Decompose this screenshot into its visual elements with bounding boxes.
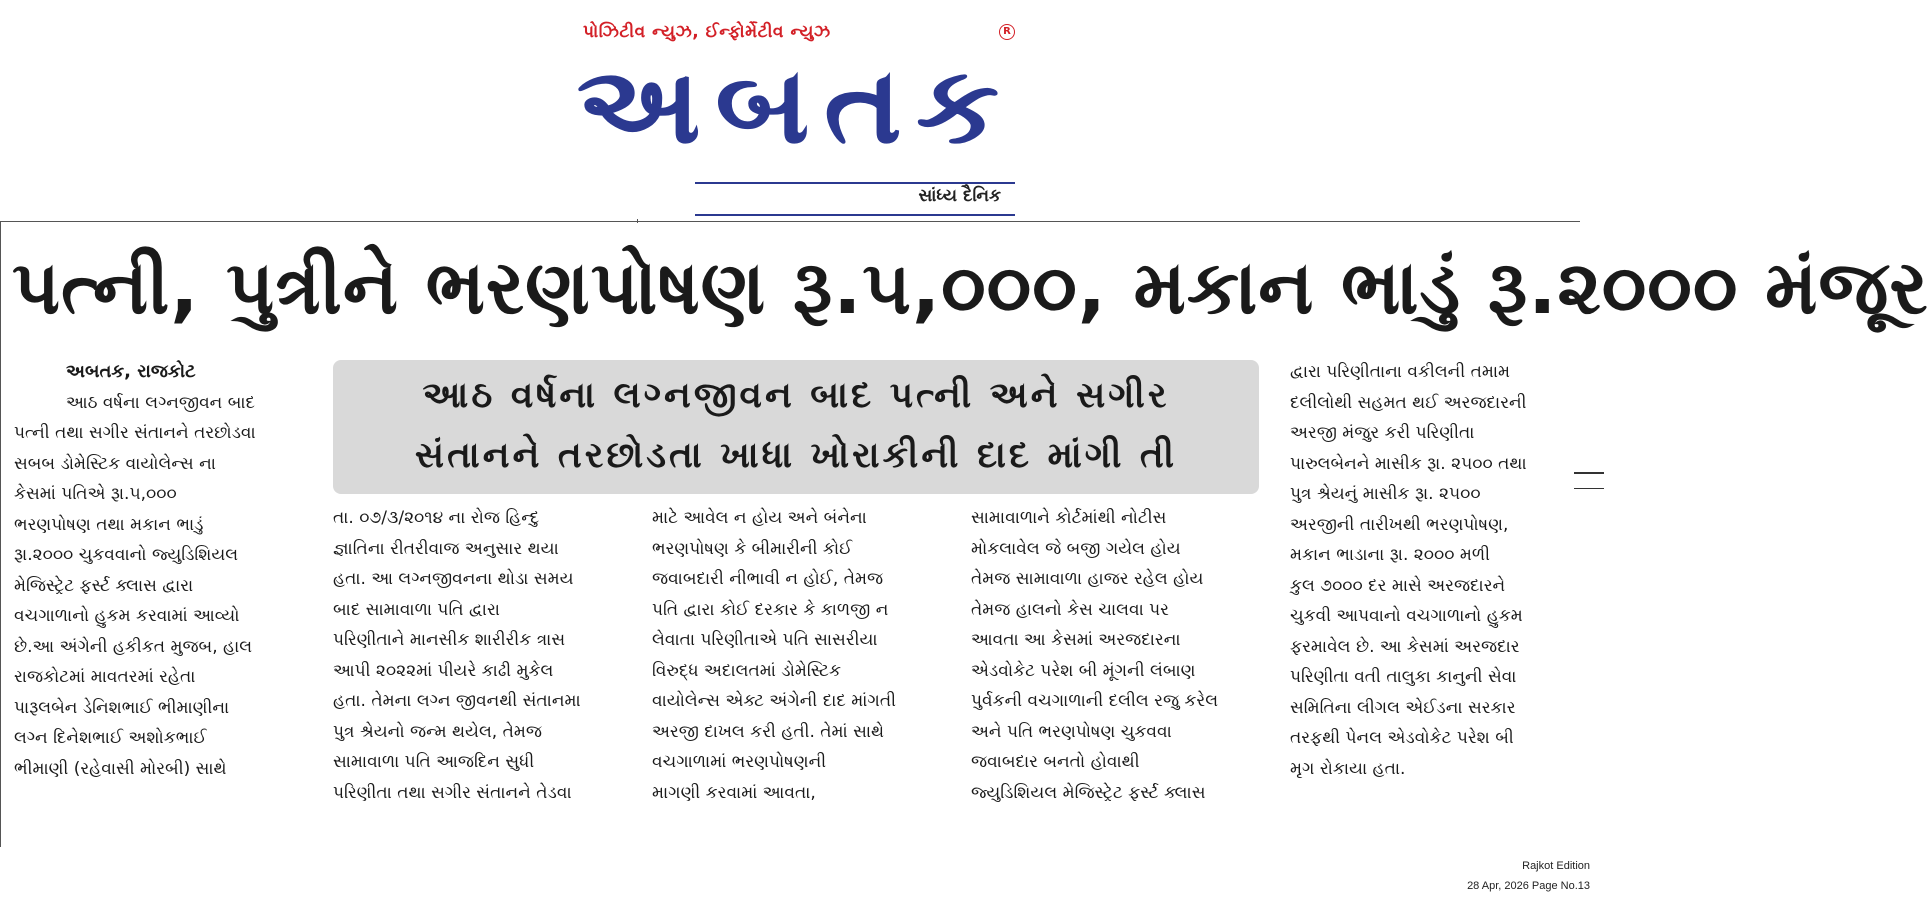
body-line: પુત્ર શ્રેયનો જન્મ થયેલ, તેમજ xyxy=(333,721,542,742)
newspaper-logo: અબતક xyxy=(576,42,1014,168)
body-line: સબબ ડોમેસ્ટિક વાયોલેન્સ ના xyxy=(14,453,216,474)
article-column-4 xyxy=(971,503,1269,808)
body-line: આપી ૨૦૨૨માં પીયરે કાઢી મુકેલ xyxy=(333,660,554,681)
body-line: વચગાળાનો હુકમ કરવામાં આવ્યો xyxy=(14,606,240,626)
body-line: ફરમાવેલ છે. આ કેસમાં અરજદાર xyxy=(1290,636,1520,657)
body-line: તેમજ સામાવાળા હાજર રહેલ હોય xyxy=(971,569,1204,589)
body-line: જવાબદાર બનતો હોવાથી xyxy=(971,752,1140,772)
logo-divider-bottom xyxy=(695,214,1015,216)
registered-mark-icon: R xyxy=(999,24,1015,40)
body-line: જ્ઞાતિના રીતરીવાજ અનુસાર થયા xyxy=(333,538,559,559)
body-line: પારુલબેનને માસીક રૂા. ૨૫૦૦ તથા xyxy=(1290,453,1527,474)
body-line: જ્યુડિશિયલ મેજિસ્ટ્રેટ ફર્સ્ટ ક્લાસ xyxy=(971,782,1206,803)
body-line: તા. ૦૭/૩/૨૦૧૪ ના રોજ હિન્દુ xyxy=(333,508,540,528)
body-line: પુર્વકની વચગાળાની દલીલ રજુ કરેલ xyxy=(971,691,1219,711)
body-line: વિરુદ્ધ અદાલતમાં ડોમેસ્ટિક xyxy=(652,660,842,681)
subheadline-box xyxy=(333,360,1259,494)
body-line: અરજી દાખલ કરી હતી. તેમાં સાથે xyxy=(652,721,885,742)
body-line: માગણી કરવામાં આવતા, xyxy=(652,782,816,803)
masthead xyxy=(575,18,1015,206)
body-line: દલીલોથી સહમત થઈ અરજદારની xyxy=(1290,392,1527,413)
body-line: આઠ વર્ષના લગ્નજીવન બાદ xyxy=(66,392,256,413)
body-line: છે.આ અંગેની હકીકત મુજબ, હાલ xyxy=(14,636,253,657)
article-column-2 xyxy=(333,503,631,808)
masthead-tagline: પોઝિટીવ ન્યુઝ, ઈન્ફોર્મેટીવ ન્યુઝ xyxy=(583,22,831,42)
body-line: કેસમાં પતિએ રૂા.૫,૦૦૦ xyxy=(14,484,177,504)
body-line: પારૂલબેન ડેનિશભાઈ ભીમાણીના xyxy=(14,697,230,718)
body-line: લેવાતા પરિણીતાએ પતિ સાસરીયા xyxy=(652,630,878,650)
body-line: મોકલાવેલ જે બજી ગયેલ હોય xyxy=(971,538,1181,559)
edition-label: Rajkot Edition xyxy=(1522,860,1590,872)
body-line: દ્વારા પરિણીતાના વકીલની તમામ xyxy=(1290,362,1511,382)
body-line: ભરણપોષણ તથા મકાન ભાડું xyxy=(14,514,204,535)
body-line: એડવોકેટ પરેશ બી મૂંગની લંબાણ xyxy=(971,660,1196,681)
body-line: પરિણીતાને માનસીક શારીરીક ત્રાસ xyxy=(333,630,566,650)
body-line: સમિતિના લીગલ એઈડના સરકાર xyxy=(1290,697,1516,718)
subheadline-line: સંતાનને તરછોડતા ખાધા ખોરાકીની દાદ માંગી તી xyxy=(414,435,1178,476)
body-line: લગ્ન દિનેશભાઈ અશોકભાઈ xyxy=(14,728,207,748)
body-line: મેજિસ્ટ્રેટ ફર્સ્ટ ક્લાસ દ્વારા xyxy=(14,575,194,596)
body-line: હતા. આ લગ્નજીવનના થોડા સમય xyxy=(333,569,574,589)
logo-divider xyxy=(695,182,1015,184)
body-line: પતિ દ્વારા કોઈ દરકાર કે કાળજી ન xyxy=(652,599,889,620)
body-line: ભીમાણી (રહેવાસી મોરબી) સાથે xyxy=(14,758,227,779)
body-line: માટે આવેલ ન હોય અને બંનેના xyxy=(652,508,867,528)
body-line: વચગાળામાં ભરણપોષણની xyxy=(652,752,827,772)
body-line: રૂા.૨૦૦૦ ચુકવવાનો જ્યુડિશિયલ xyxy=(14,545,239,565)
body-line: પુત્ર શ્રેયનું માસીક રૂા. ૨૫૦૦ xyxy=(1290,484,1481,504)
masthead-subtitle: સાંધ્ય દૈનિક xyxy=(918,186,1001,206)
date-page-label: 28 Apr, 2026 Page No.13 xyxy=(1467,880,1590,892)
body-line: સામાવાળાને કોર્ટમાંથી નોટીસ xyxy=(971,508,1167,528)
body-line: રાજકોટમાં માવતરમાં રહેતા xyxy=(14,667,196,687)
article-column-3 xyxy=(652,503,950,808)
body-line: વાયોલેન્સ એક્ટ અંગેની દાદ માંગતી xyxy=(652,691,896,711)
body-line: તેમજ હાલનો કેસ ચાલવા પર xyxy=(971,599,1169,620)
body-line: પત્ની તથા સગીર સંતાનને તરછોડવા xyxy=(14,423,256,443)
body-line: ભરણપોષણ કે બીમારીની કોઈ xyxy=(652,538,853,559)
body-line: સામાવાળા પતિ આજદિન સુધી xyxy=(333,752,535,772)
body-line: હતા. તેમના લગ્ન જીવનથી સંતાનમા xyxy=(333,691,581,711)
body-line: બાદ સામાવાળા પતિ દ્વારા xyxy=(333,599,500,620)
body-line: તરફથી પેનલ એડવોકેટ પરેશ બી xyxy=(1290,728,1514,748)
body-line: મકાન ભાડાના રૂા. ૨૦૦૦ મળી xyxy=(1290,545,1490,565)
body-line: પરિણીતા વતી તાલુકા કાનુની સેવા xyxy=(1290,667,1517,687)
body-line: જવાબદારી નીભાવી ન હોઈ, તેમજ xyxy=(652,569,884,589)
body-line: અરજીની તારીખથી ભરણપોષણ, xyxy=(1290,514,1509,535)
body-line: પરિણીતા તથા સગીર સંતાનને તેડવા xyxy=(333,782,572,803)
body-line: અરજી મંજુર કરી પરિણીતા xyxy=(1290,423,1475,443)
article-column-5 xyxy=(1290,357,1588,784)
article-headline: પત્ની, પુત્રીને ભરણપોષણ રૂ.૫,૦૦૦, મકાન ભાડું રૂ.૨૦૦૦ મંજૂર xyxy=(12,245,1929,331)
body-line: આવતા આ કેસમાં અરજદારના xyxy=(971,630,1181,650)
body-line: મૃગ રોકાયા હતા. xyxy=(1290,758,1406,779)
article-top-border xyxy=(0,221,1580,222)
body-line: ચુકવી આપવાનો વચગાળાનો હુકમ xyxy=(1290,606,1523,626)
article-left-border xyxy=(0,221,1,847)
subheadline-line: આઠ વર્ષના લગ્નજીવન બાદ પત્ની અને સગીર xyxy=(422,375,1170,416)
crop-mark xyxy=(637,219,638,223)
byline: અબતક, રાજકોટ xyxy=(66,361,196,382)
article-column-1 xyxy=(14,357,312,784)
body-line: અને પતિ ભરણપોષણ ચુકવવા xyxy=(971,721,1172,742)
body-line: કુલ ૭૦૦૦ દર માસે અરજદારને xyxy=(1290,575,1506,596)
page-footer xyxy=(1467,856,1590,896)
